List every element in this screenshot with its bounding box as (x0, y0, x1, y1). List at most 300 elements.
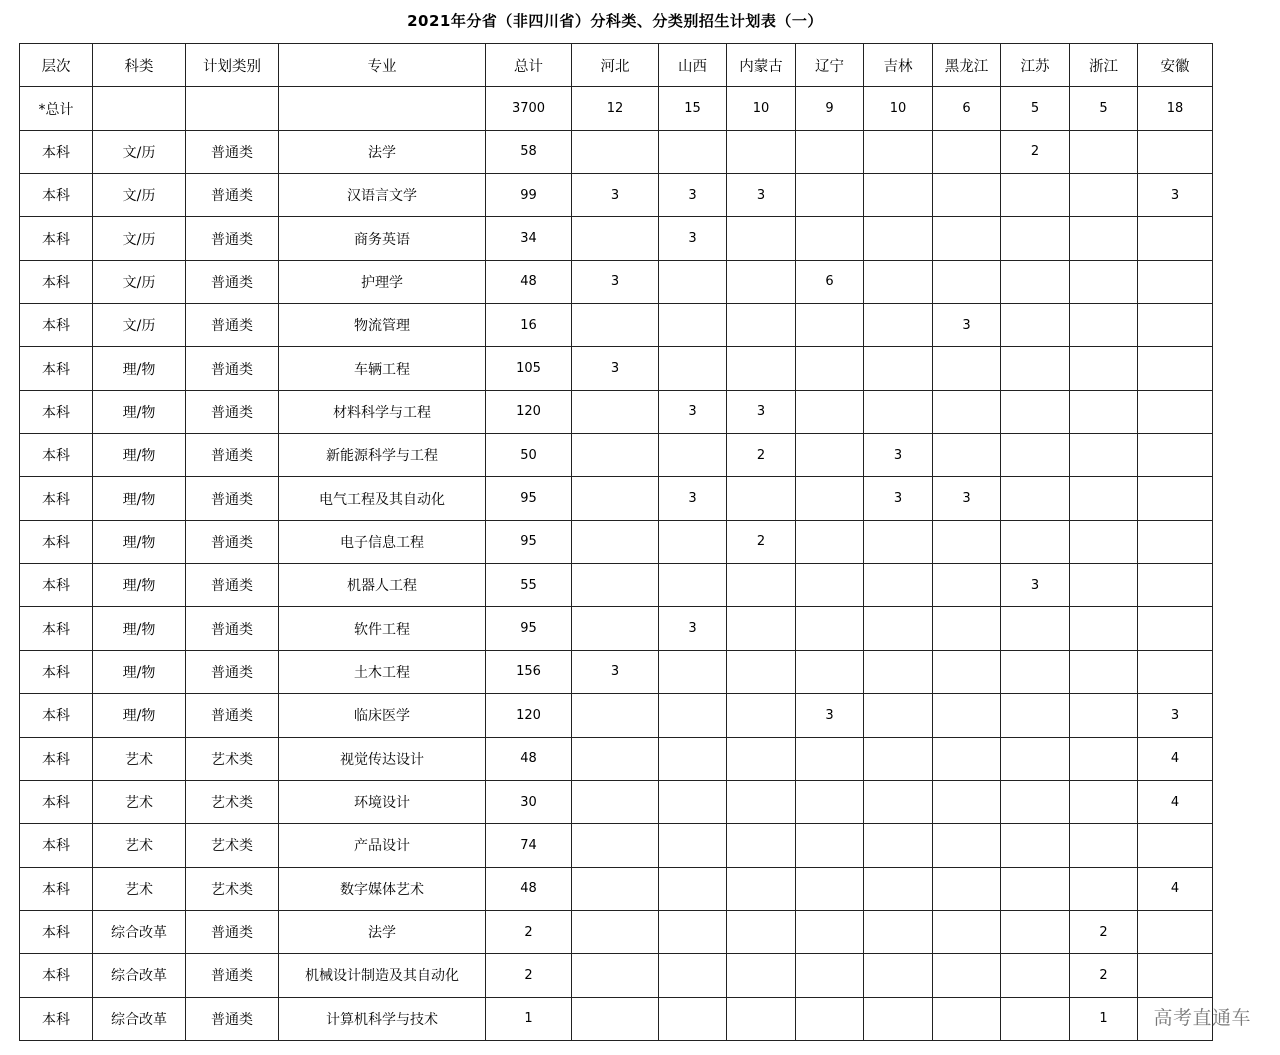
table-cell (1138, 824, 1213, 867)
column-header: 江苏 (1001, 44, 1070, 87)
table-cell: 10 (727, 87, 796, 130)
table-cell: 艺术 (93, 737, 186, 780)
table-cell (1001, 650, 1070, 693)
table-row (20, 347, 1213, 390)
table-cell: 3700 (486, 87, 572, 130)
column-header: 安徽 (1138, 44, 1213, 87)
table-cell (864, 174, 933, 217)
table-cell: 10 (864, 87, 933, 130)
table-row (20, 174, 1213, 217)
table-cell: 156 (486, 650, 572, 693)
table-cell: 产品设计 (279, 824, 486, 867)
table-cell: 18 (1138, 87, 1213, 130)
table-cell: 5 (1070, 87, 1138, 130)
table-cell (796, 650, 864, 693)
table-cell: 法学 (279, 910, 486, 953)
table-row (20, 650, 1213, 693)
table-cell: 6 (933, 87, 1001, 130)
table-cell: 3 (796, 694, 864, 737)
table-cell: 普通类 (186, 130, 279, 173)
table-cell (864, 130, 933, 173)
table-cell (1138, 130, 1213, 173)
column-header: 总计 (486, 44, 572, 87)
table-cell: 数字媒体艺术 (279, 867, 486, 910)
table-cell (727, 997, 796, 1040)
table-cell (864, 520, 933, 563)
table-cell (864, 694, 933, 737)
table-cell (1138, 434, 1213, 477)
table-cell (864, 824, 933, 867)
table-cell (864, 650, 933, 693)
table-title: 2021年分省（非四川省）分科类、分类别招生计划表（一） (407, 12, 823, 30)
table-cell: 3 (1138, 174, 1213, 217)
table-cell: 74 (486, 824, 572, 867)
table-cell: 理/物 (93, 434, 186, 477)
column-header: 黑龙江 (933, 44, 1001, 87)
table-cell (796, 910, 864, 953)
table-cell: 9 (796, 87, 864, 130)
table-cell (572, 780, 659, 823)
table-cell (1070, 564, 1138, 607)
table-cell: 3 (1138, 694, 1213, 737)
table-cell: 艺术类 (186, 867, 279, 910)
table-cell: 理/物 (93, 650, 186, 693)
table-cell: 2 (486, 910, 572, 953)
table-cell (796, 997, 864, 1040)
table-cell: 艺术 (93, 780, 186, 823)
table-cell: 3 (933, 304, 1001, 347)
table-cell: 电子信息工程 (279, 520, 486, 563)
table-cell (659, 954, 727, 997)
table-cell (727, 347, 796, 390)
table-cell: 16 (486, 304, 572, 347)
table-cell (1070, 780, 1138, 823)
table-cell: 普通类 (186, 650, 279, 693)
table-cell (1001, 304, 1070, 347)
table-cell (933, 347, 1001, 390)
table-cell (1138, 607, 1213, 650)
table-cell (1070, 130, 1138, 173)
table-cell (1070, 347, 1138, 390)
table-cell (1138, 260, 1213, 303)
table-cell (1070, 304, 1138, 347)
table-cell: 本科 (20, 217, 93, 260)
table-cell: 1 (1070, 997, 1138, 1040)
table-cell (864, 390, 933, 433)
table-cell: 普通类 (186, 304, 279, 347)
table-cell: 普通类 (186, 564, 279, 607)
table-cell (279, 87, 486, 130)
table-cell: 普通类 (186, 694, 279, 737)
table-cell (796, 737, 864, 780)
table-cell (1001, 824, 1070, 867)
table-cell: 95 (486, 607, 572, 650)
table-row (20, 217, 1213, 260)
table-cell (727, 824, 796, 867)
table-cell (933, 607, 1001, 650)
table-cell (1001, 260, 1070, 303)
column-header: 科类 (93, 44, 186, 87)
table-cell (1070, 260, 1138, 303)
table-cell (933, 650, 1001, 693)
column-header: 河北 (572, 44, 659, 87)
table-cell (727, 130, 796, 173)
table-cell (727, 650, 796, 693)
table-cell: 本科 (20, 737, 93, 780)
table-cell (1001, 174, 1070, 217)
table-cell (1070, 694, 1138, 737)
table-cell: 综合改革 (93, 954, 186, 997)
table-cell (864, 304, 933, 347)
table-cell (933, 910, 1001, 953)
table-cell (796, 217, 864, 260)
table-cell: 本科 (20, 260, 93, 303)
table-cell (572, 390, 659, 433)
table-cell: 法学 (279, 130, 486, 173)
table-cell: 普通类 (186, 390, 279, 433)
table-cell: 本科 (20, 694, 93, 737)
table-cell (796, 434, 864, 477)
table-cell: 理/物 (93, 564, 186, 607)
table-cell (659, 304, 727, 347)
table-cell: 95 (486, 520, 572, 563)
table-cell: 3 (572, 650, 659, 693)
table-cell: 34 (486, 217, 572, 260)
table-cell (93, 87, 186, 130)
table-cell (796, 390, 864, 433)
table-cell: 文/历 (93, 174, 186, 217)
table-cell (796, 954, 864, 997)
table-cell: 艺术 (93, 824, 186, 867)
table-cell: 本科 (20, 520, 93, 563)
table-cell (1138, 650, 1213, 693)
table-cell (572, 910, 659, 953)
table-cell (727, 780, 796, 823)
table-cell (572, 867, 659, 910)
table-cell: 本科 (20, 477, 93, 520)
table-cell: 新能源科学与工程 (279, 434, 486, 477)
table-cell: 3 (727, 390, 796, 433)
table-cell (727, 304, 796, 347)
table-cell: 文/历 (93, 217, 186, 260)
table-cell: 15 (659, 87, 727, 130)
table-cell: 普通类 (186, 434, 279, 477)
table-cell (1001, 867, 1070, 910)
table-cell (1001, 434, 1070, 477)
table-cell: 3 (727, 174, 796, 217)
table-row (20, 477, 1213, 520)
table-cell (796, 520, 864, 563)
table-cell: 临床医学 (279, 694, 486, 737)
table-cell (1001, 997, 1070, 1040)
table-cell: 48 (486, 737, 572, 780)
table-cell (933, 780, 1001, 823)
table-cell (864, 954, 933, 997)
table-cell (1138, 954, 1213, 997)
table-cell: 理/物 (93, 477, 186, 520)
column-header: 内蒙古 (727, 44, 796, 87)
table-cell: 普通类 (186, 607, 279, 650)
table-cell: 50 (486, 434, 572, 477)
table-cell (796, 130, 864, 173)
table-cell (1070, 434, 1138, 477)
table-cell: 土木工程 (279, 650, 486, 693)
table-cell (1001, 520, 1070, 563)
table-cell: 理/物 (93, 607, 186, 650)
table-cell: 3 (572, 347, 659, 390)
table-cell (1001, 607, 1070, 650)
table-cell (659, 434, 727, 477)
table-cell (796, 607, 864, 650)
table-cell (796, 347, 864, 390)
table-cell (1001, 390, 1070, 433)
table-cell: 48 (486, 867, 572, 910)
table-cell (933, 694, 1001, 737)
table-cell (933, 737, 1001, 780)
table-cell: *总计 (20, 87, 93, 130)
table-cell (727, 607, 796, 650)
table-cell: 机器人工程 (279, 564, 486, 607)
table-cell (727, 694, 796, 737)
table-row (20, 130, 1213, 173)
table-cell (1001, 954, 1070, 997)
column-header: 层次 (20, 44, 93, 87)
table-cell: 普通类 (186, 260, 279, 303)
table-cell (659, 824, 727, 867)
table-cell (727, 737, 796, 780)
table-cell (933, 867, 1001, 910)
table-cell (933, 520, 1001, 563)
table-cell (659, 694, 727, 737)
table-cell: 文/历 (93, 130, 186, 173)
table-cell (1138, 347, 1213, 390)
table-cell (1001, 217, 1070, 260)
table-cell: 护理学 (279, 260, 486, 303)
table-cell (864, 867, 933, 910)
table-cell: 普通类 (186, 997, 279, 1040)
watermark-text: 高考直通车 (1153, 1007, 1251, 1029)
table-cell (1070, 867, 1138, 910)
table-cell: 6 (796, 260, 864, 303)
table-row (20, 694, 1213, 737)
table-cell (933, 434, 1001, 477)
table-cell (659, 520, 727, 563)
table-cell (572, 954, 659, 997)
table-cell: 普通类 (186, 347, 279, 390)
table-cell (796, 824, 864, 867)
table-row (20, 954, 1213, 997)
enrollment-plan-table (19, 43, 1213, 1041)
table-cell: 2 (1001, 130, 1070, 173)
table-cell (659, 910, 727, 953)
table-cell (1001, 780, 1070, 823)
table-cell (572, 477, 659, 520)
table-cell: 4 (1138, 780, 1213, 823)
table-cell: 本科 (20, 130, 93, 173)
table-cell: 计算机科学与技术 (279, 997, 486, 1040)
table-cell: 2 (727, 520, 796, 563)
table-cell (864, 564, 933, 607)
table-cell: 车辆工程 (279, 347, 486, 390)
table-cell: 本科 (20, 650, 93, 693)
table-cell (572, 737, 659, 780)
table-cell: 艺术类 (186, 824, 279, 867)
table-cell (796, 477, 864, 520)
table-cell (864, 347, 933, 390)
table-cell: 艺术类 (186, 737, 279, 780)
table-cell: 120 (486, 694, 572, 737)
table-cell: 3 (864, 477, 933, 520)
table-cell: 理/物 (93, 390, 186, 433)
table-cell (186, 87, 279, 130)
table-cell: 2 (727, 434, 796, 477)
table-cell (1070, 477, 1138, 520)
table-row (20, 780, 1213, 823)
table-cell: 3 (659, 477, 727, 520)
table-cell: 3 (659, 607, 727, 650)
table-cell: 本科 (20, 434, 93, 477)
table-cell: 4 (1138, 737, 1213, 780)
table-cell (933, 390, 1001, 433)
table-cell: 艺术 (93, 867, 186, 910)
table-cell: 5 (1001, 87, 1070, 130)
table-cell (864, 737, 933, 780)
table-cell (659, 650, 727, 693)
table-cell: 电气工程及其自动化 (279, 477, 486, 520)
table-cell (1001, 910, 1070, 953)
column-header: 专业 (279, 44, 486, 87)
table-cell: 3 (933, 477, 1001, 520)
table-cell (572, 520, 659, 563)
table-cell (1070, 390, 1138, 433)
table-cell: 普通类 (186, 217, 279, 260)
table-cell: 58 (486, 130, 572, 173)
table-cell: 普通类 (186, 520, 279, 563)
table-cell (796, 174, 864, 217)
table-cell: 普通类 (186, 954, 279, 997)
table-cell (572, 217, 659, 260)
table-cell: 视觉传达设计 (279, 737, 486, 780)
table-cell: 文/历 (93, 304, 186, 347)
header-row (20, 44, 1213, 87)
table-cell (1070, 737, 1138, 780)
table-cell (1138, 520, 1213, 563)
table-cell (572, 130, 659, 173)
table-cell: 商务英语 (279, 217, 486, 260)
table-cell (659, 347, 727, 390)
table-cell: 汉语言文学 (279, 174, 486, 217)
table-cell: 本科 (20, 780, 93, 823)
table-row (20, 390, 1213, 433)
table-cell: 普通类 (186, 910, 279, 953)
table-cell (864, 780, 933, 823)
table-cell: 55 (486, 564, 572, 607)
table-cell (933, 824, 1001, 867)
table-cell (864, 260, 933, 303)
table-cell (727, 954, 796, 997)
table-cell: 3 (572, 260, 659, 303)
table-cell: 本科 (20, 347, 93, 390)
table-cell (659, 780, 727, 823)
table-cell: 本科 (20, 607, 93, 650)
table-cell (796, 867, 864, 910)
table-cell: 综合改革 (93, 997, 186, 1040)
table-cell: 2 (1070, 954, 1138, 997)
table-cell (727, 910, 796, 953)
table-cell (1138, 564, 1213, 607)
table-cell: 材料科学与工程 (279, 390, 486, 433)
column-header: 辽宁 (796, 44, 864, 87)
table-cell: 理/物 (93, 347, 186, 390)
table-cell (659, 130, 727, 173)
table-cell: 环境设计 (279, 780, 486, 823)
table-cell (933, 130, 1001, 173)
table-cell (727, 477, 796, 520)
table-row (20, 434, 1213, 477)
table-cell: 4 (1138, 867, 1213, 910)
table-cell: 本科 (20, 824, 93, 867)
table-cell (933, 174, 1001, 217)
table-cell (727, 867, 796, 910)
table-row (20, 910, 1213, 953)
table-row (20, 997, 1213, 1040)
table-cell: 12 (572, 87, 659, 130)
table-cell (572, 997, 659, 1040)
table-row (20, 564, 1213, 607)
table-cell (864, 997, 933, 1040)
table-cell (1138, 910, 1213, 953)
table-cell: 3 (864, 434, 933, 477)
table-cell: 3 (659, 217, 727, 260)
table-cell: 本科 (20, 174, 93, 217)
table-cell (933, 564, 1001, 607)
table-cell (1001, 347, 1070, 390)
table-row (20, 867, 1213, 910)
table-cell: 本科 (20, 954, 93, 997)
table-cell (1138, 304, 1213, 347)
table-cell (727, 564, 796, 607)
table-cell: 本科 (20, 910, 93, 953)
table-cell (864, 217, 933, 260)
table-cell: 30 (486, 780, 572, 823)
table-cell: 本科 (20, 564, 93, 607)
table-cell (572, 304, 659, 347)
table-cell (1070, 824, 1138, 867)
table-cell: 物流管理 (279, 304, 486, 347)
table-cell: 2 (1070, 910, 1138, 953)
table-cell (1001, 694, 1070, 737)
column-header: 计划类别 (186, 44, 279, 87)
table-cell: 2 (486, 954, 572, 997)
table-row (20, 737, 1213, 780)
table-cell (572, 607, 659, 650)
table-cell (864, 607, 933, 650)
table-cell (1070, 520, 1138, 563)
table-cell: 本科 (20, 997, 93, 1040)
column-header: 浙江 (1070, 44, 1138, 87)
table-cell: 120 (486, 390, 572, 433)
table-cell: 软件工程 (279, 607, 486, 650)
table-cell: 3 (572, 174, 659, 217)
table-cell (1001, 477, 1070, 520)
total-row (20, 87, 1213, 130)
table-row (20, 304, 1213, 347)
table-row (20, 607, 1213, 650)
table-cell: 95 (486, 477, 572, 520)
table-cell (659, 997, 727, 1040)
table-cell (796, 780, 864, 823)
table-cell (1138, 390, 1213, 433)
